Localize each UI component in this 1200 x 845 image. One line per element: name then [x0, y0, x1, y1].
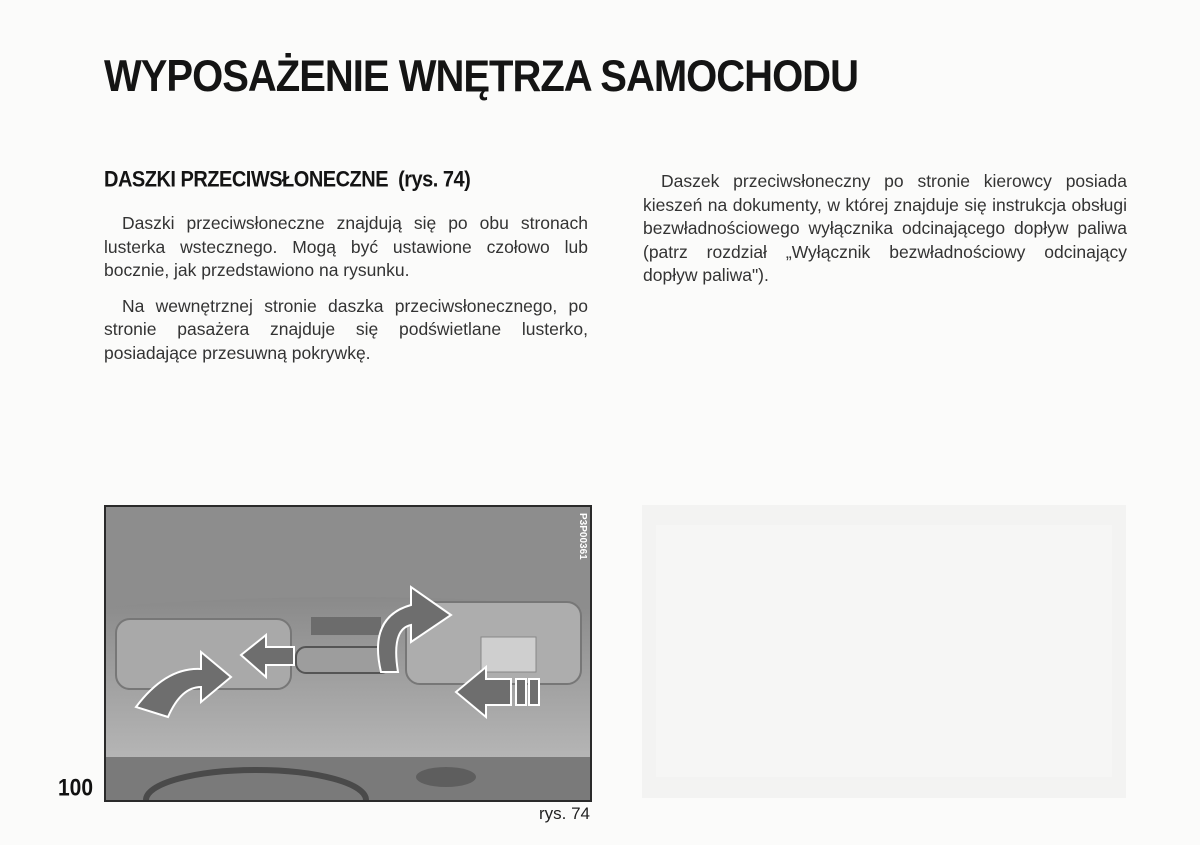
paragraph: Na wewnętrznej stronie daszka przeciwsłonecznego, po stronie pasażera znajduje się podświetlane lusterko, posiadające przesuwną pokrywkę. — [104, 295, 588, 363]
roof-lining — [106, 507, 590, 607]
page-number: 100 — [58, 775, 94, 802]
paragraph: Daszek przeciwsłoneczny po stronie kierowcy posiada kieszeń na dokumenty, w której znajduje się instrukcja obsługi bezwładnościowego wyłącznika odcinającego dopływ paliwa (patrz rozdział „Wyłącznik bezwładnościowy odcinający dopływ paliwa"). — [643, 171, 1127, 285]
faded-figure-inner — [656, 525, 1112, 777]
visor-mirror — [481, 637, 536, 672]
section-heading-text: DASZKI PRZECIWSŁONECZNE — [104, 168, 389, 193]
page-title: WYPOSAŻENIE WNĘTRZA SAMOCHODU — [104, 52, 858, 102]
paragraph: Daszki przeciwsłoneczne znajdują się po obu stronach lusterka wstecznego. Mogą być ustawione czołowo lub bocznie, jak przedstawiono na rysunku. — [104, 213, 588, 280]
section-heading — [104, 168, 584, 193]
figure-reference: (rys. 74) — [398, 168, 471, 193]
sun-visor-figure — [104, 505, 592, 802]
mirror-mount — [311, 617, 381, 635]
sun-visor-illustration — [106, 507, 590, 800]
right-column — [643, 170, 1127, 300]
figure-code: P3P00361 — [577, 513, 588, 560]
figure-caption: rys. 74 — [538, 804, 590, 823]
faded-figure-area — [642, 505, 1126, 798]
rear-view-mirror — [296, 647, 391, 673]
left-column — [104, 212, 588, 377]
dash-vent — [416, 767, 476, 787]
